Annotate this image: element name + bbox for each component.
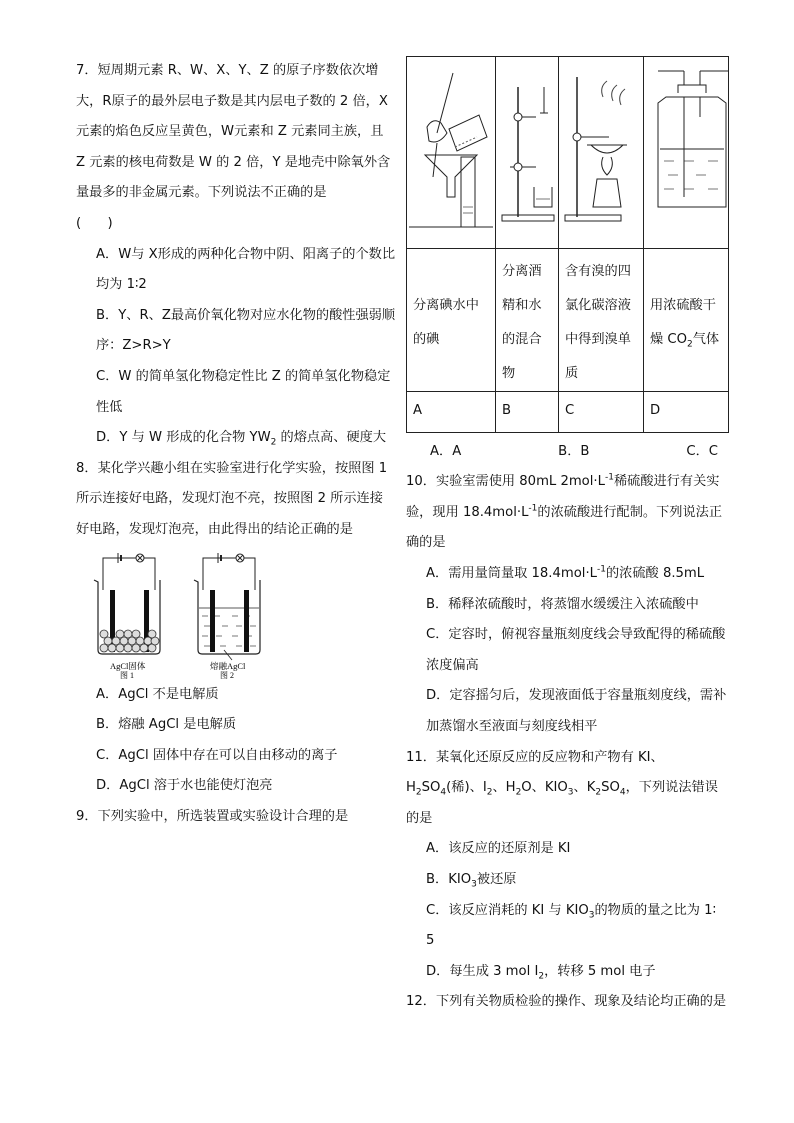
distillation-icon (496, 57, 558, 235)
figure1-apparatus (94, 553, 160, 680)
q7-option-d: D．Y 与 W 形成的化合物 $YW_2$ 的熔点高、硬度大 (96, 430, 387, 448)
q11-option-d: D．每生成 3 mol $I_2$，转移 5 mol 电子 (426, 963, 656, 982)
q7-option-c: C．W 的简单氢化物稳定性比 Z 的简单氢化物稳定性低 (96, 368, 391, 415)
conductivity-figure (92, 550, 272, 680)
q8-option-a: A．AgCl 不是电解质 (96, 686, 219, 702)
q11-stem: 11．某氧化还原反应的反应物和产物有 KI、$H_2SO_4$(稀)、$I_2$、$H_2O$、$KIO_3$、$K_2SO_4$，下列说法错误的是 (406, 749, 718, 826)
q9-answers (406, 437, 728, 468)
q7-paren: ( ) (76, 215, 113, 231)
cell-b-text: 分离酒精和水的混合物 (496, 248, 559, 391)
q10-option-b: B．稀释浓硫酸时，将蒸馏水缓缓注入浓硫酸中 (426, 596, 699, 612)
apparatus-d-image (644, 57, 729, 249)
figure1-caption: 图 1 (120, 670, 134, 680)
q11-option-b: B．$KIO_3$被还原 (426, 871, 517, 890)
q12-stem: 12．下列有关物质检验的操作、现象及结论均正确的是 (406, 994, 727, 1010)
q10-stem: 10．实验室需使用 80mL $2mol\cdot L^{-1}$稀硫酸进行有关实验，现用 $18.4mol\cdot L^{-1}$的浓硫酸进行配制。下列说法正确的是 (406, 472, 723, 551)
label-b: B (496, 391, 559, 432)
q9-answer-a: A．A (430, 443, 462, 459)
gas-washing-bottle-icon (644, 57, 728, 235)
left-column (76, 56, 396, 832)
label-a: A (407, 391, 496, 432)
q8-option-d: D．AgCl 溶于水也能使灯泡亮 (96, 778, 273, 794)
q9-answer-b: B．B (558, 443, 590, 459)
cell-c-text: 含有溴的四氯化碳溶液中得到溴单质 (559, 248, 644, 391)
q7-stem: 7．短周期元素 R、W、X、Y、Z 的原子序数依次增大，R原子的最外层电子数是其内层电子数的 2 倍，X元素的焰色反应呈黄色，W元素和 Z 元素同主族，且 Z 元素的核电荷数是 W 的 2 倍，Y 是地壳中除氧外含量最多的非金属元素。下列说法不正确的是 (76, 63, 391, 201)
q10-option-d: D．定容摇匀后，发现液面低于容量瓶刻度线，需补加蒸馏水至液面与刻度线相平 (426, 688, 727, 734)
q7-option-a: A．W与 X形成的两种化合物中阴、阳离子的个数比均为 1∶2 (96, 246, 396, 293)
figure1-label: AgCl固体 (110, 660, 146, 671)
q10-option-c: C．定容时，俯视容量瓶刻度线会导致配得的稀硫酸浓度偏高 (426, 627, 726, 673)
cell-d-text: 用浓硫酸干燥 $CO_2$气体 (644, 248, 729, 391)
q10-option-a: A．需用量筒量取 $18.4mol\cdot L^{-1}$的浓硫酸 8.5mL (426, 564, 705, 581)
figure2-apparatus (194, 553, 260, 680)
label-d: D (644, 391, 729, 432)
apparatus-c-image (559, 57, 644, 249)
q9-stem: 9．下列实验中，所选装置或实验设计合理的是 (76, 808, 349, 824)
separatory-funnel-icon (407, 57, 495, 235)
right-column (406, 56, 728, 1018)
q7-option-b: B．Y、R、Z最高价氧化物对应水化物的酸性强弱顺序：Z>R>Y (96, 307, 396, 354)
evaporation-icon (559, 57, 643, 235)
figure2-label: 熔融AgCl (210, 660, 246, 671)
apparatus-b-image (496, 57, 559, 249)
q11-option-a: A．该反应的还原剂是 KI (426, 841, 571, 857)
figure2-caption: 图 2 (220, 670, 234, 680)
q9-answer-c: C．C (686, 443, 718, 459)
q8-option-c: C．AgCl 固体中存在可以自由移动的离子 (96, 747, 338, 763)
label-c: C (559, 391, 644, 432)
cell-a-text: 分离碘水中的碘 (407, 248, 496, 391)
apparatus-a-image (407, 57, 496, 249)
q9-apparatus-table (406, 56, 729, 433)
q8-option-b: B．熔融 AgCl 是电解质 (96, 717, 237, 733)
q11-option-c: C．该反应消耗的 KI 与 $KIO_3$的物质的量之比为 1∶ 5 (426, 902, 716, 949)
q8-stem: 8．某化学兴趣小组在实验室进行化学实验，按照图 1 所示连接好电路，发现灯泡不亮，按照图 2 所示连接好电路，发现灯泡亮，由此得出的结论正确的是 (76, 460, 388, 537)
